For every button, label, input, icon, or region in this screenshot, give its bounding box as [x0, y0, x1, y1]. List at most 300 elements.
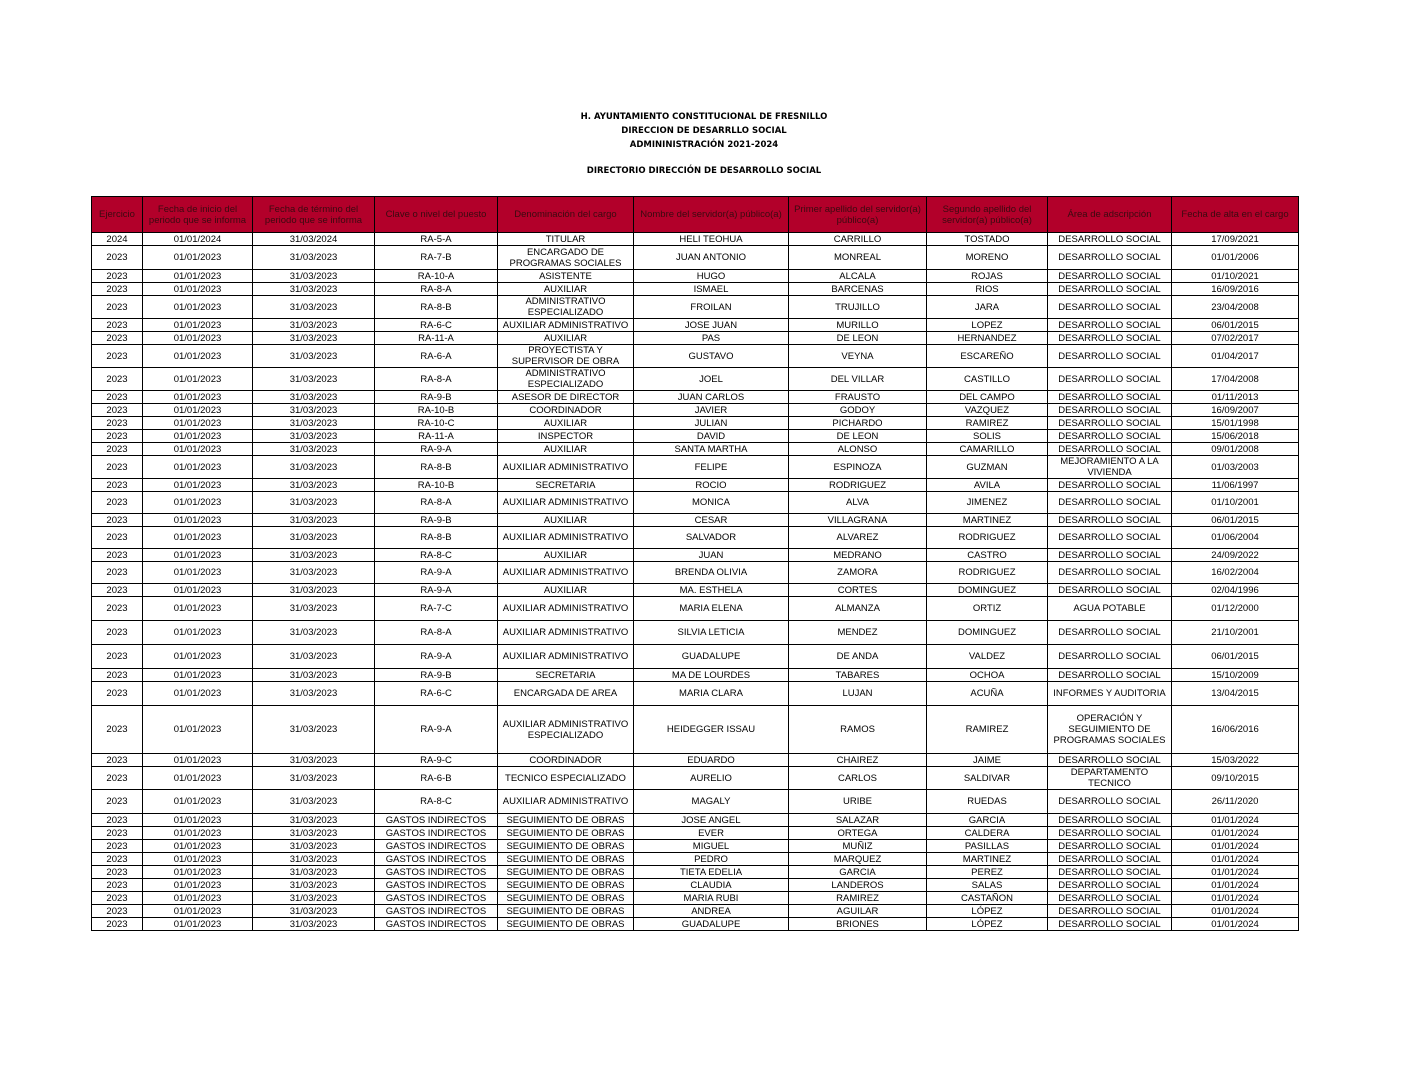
cell-cargo: AUXILIAR ADMINISTRATIVO: [498, 492, 634, 514]
cell-primer-apellido: MUÑIZ: [789, 840, 927, 853]
cell-fecha-inicio: 01/01/2023: [143, 345, 253, 368]
cell-fecha-inicio: 01/01/2023: [143, 527, 253, 549]
cell-cargo: SECRETARIA: [498, 479, 634, 492]
cell-fecha-termino: 31/03/2023: [253, 417, 375, 430]
cell-fecha-alta: 06/01/2015: [1172, 319, 1299, 332]
cell-fecha-termino: 31/03/2023: [253, 345, 375, 368]
cell-cargo: SEGUIMIENTO DE OBRAS: [498, 879, 634, 892]
cell-area-adscripcion: DESARROLLO SOCIAL: [1048, 549, 1172, 562]
cell-area-adscripcion: DESARROLLO SOCIAL: [1048, 754, 1172, 767]
cell-segundo-apellido: HERNANDEZ: [927, 332, 1048, 345]
cell-fecha-inicio: 01/01/2023: [143, 562, 253, 584]
cell-fecha-termino: 31/03/2023: [253, 682, 375, 706]
cell-fecha-alta: 17/09/2021: [1172, 233, 1299, 246]
cell-area-adscripcion: DESARROLLO SOCIAL: [1048, 332, 1172, 345]
cell-primer-apellido: RODRIGUEZ: [789, 479, 927, 492]
cell-ejercicio: 2023: [92, 754, 143, 767]
cell-primer-apellido: VILLAGRANA: [789, 514, 927, 527]
cell-area-adscripcion: DESARROLLO SOCIAL: [1048, 443, 1172, 456]
cell-fecha-inicio: 01/01/2023: [143, 879, 253, 892]
cell-clave-puesto: RA-10-A: [375, 270, 498, 283]
cell-ejercicio: 2023: [92, 417, 143, 430]
cell-fecha-termino: 31/03/2023: [253, 368, 375, 391]
cell-area-adscripcion: INFORMES Y AUDITORIA: [1048, 682, 1172, 706]
cell-segundo-apellido: JAIME: [927, 754, 1048, 767]
cell-nombre: MARIA ELENA: [634, 597, 789, 621]
cell-segundo-apellido: JARA: [927, 296, 1048, 319]
cell-ejercicio: 2023: [92, 767, 143, 790]
cell-area-adscripcion: DESARROLLO SOCIAL: [1048, 669, 1172, 682]
cell-fecha-termino: 31/03/2023: [253, 853, 375, 866]
cell-fecha-alta: 26/11/2020: [1172, 790, 1299, 814]
cell-fecha-inicio: 01/01/2023: [143, 492, 253, 514]
table-row: [92, 840, 1299, 853]
cell-primer-apellido: VEYNA: [789, 345, 927, 368]
cell-fecha-inicio: 01/01/2023: [143, 682, 253, 706]
cell-ejercicio: 2023: [92, 492, 143, 514]
cell-primer-apellido: ZAMORA: [789, 562, 927, 584]
cell-fecha-termino: 31/03/2023: [253, 790, 375, 814]
cell-primer-apellido: ALCALA: [789, 270, 927, 283]
cell-segundo-apellido: LOPEZ: [927, 319, 1048, 332]
cell-clave-puesto: RA-9-A: [375, 443, 498, 456]
cell-fecha-termino: 31/03/2023: [253, 905, 375, 918]
cell-ejercicio: 2023: [92, 879, 143, 892]
cell-nombre: FELIPE: [634, 456, 789, 479]
cell-fecha-termino: 31/03/2023: [253, 332, 375, 345]
cell-fecha-alta: 01/01/2024: [1172, 892, 1299, 905]
cell-segundo-apellido: SOLIS: [927, 430, 1048, 443]
cell-clave-puesto: RA-9-A: [375, 562, 498, 584]
cell-clave-puesto: RA-8-C: [375, 790, 498, 814]
cell-fecha-inicio: 01/01/2023: [143, 754, 253, 767]
table-row: [92, 443, 1299, 456]
cell-nombre: MARIA RUBI: [634, 892, 789, 905]
cell-nombre: GUADALUPE: [634, 918, 789, 931]
cell-cargo: SEGUIMIENTO DE OBRAS: [498, 918, 634, 931]
cell-nombre: DAVID: [634, 430, 789, 443]
cell-nombre: HELI TEOHUA: [634, 233, 789, 246]
cell-segundo-apellido: SALAS: [927, 879, 1048, 892]
cell-fecha-alta: 17/04/2008: [1172, 368, 1299, 391]
document-header: [0, 110, 1408, 178]
cell-area-adscripcion: DESARROLLO SOCIAL: [1048, 905, 1172, 918]
table-row: [92, 918, 1299, 931]
cell-ejercicio: 2023: [92, 391, 143, 404]
cell-fecha-inicio: 01/01/2023: [143, 479, 253, 492]
cell-clave-puesto: GASTOS INDIRECTOS: [375, 866, 498, 879]
cell-cargo: AUXILIAR ADMINISTRATIVO: [498, 790, 634, 814]
cell-fecha-termino: 31/03/2023: [253, 404, 375, 417]
cell-clave-puesto: GASTOS INDIRECTOS: [375, 892, 498, 905]
cell-nombre: PAS: [634, 332, 789, 345]
cell-cargo: AUXILIAR ADMINISTRATIVO: [498, 597, 634, 621]
cell-cargo: TECNICO ESPECIALIZADO: [498, 767, 634, 790]
cell-nombre: GUADALUPE: [634, 645, 789, 669]
cell-clave-puesto: GASTOS INDIRECTOS: [375, 814, 498, 827]
column-header-area-adscripcion: Área de adscripción: [1048, 197, 1172, 233]
cell-cargo: ADMINISTRATIVO ESPECIALIZADO: [498, 296, 634, 319]
cell-cargo: INSPECTOR: [498, 430, 634, 443]
table-row: [92, 404, 1299, 417]
cell-nombre: ROCIO: [634, 479, 789, 492]
cell-cargo: ASESOR DE DIRECTOR: [498, 391, 634, 404]
cell-fecha-termino: 31/03/2023: [253, 892, 375, 905]
cell-clave-puesto: RA-8-A: [375, 621, 498, 645]
cell-fecha-alta: 02/04/1996: [1172, 584, 1299, 597]
cell-fecha-alta: 01/06/2004: [1172, 527, 1299, 549]
cell-fecha-termino: 31/03/2023: [253, 479, 375, 492]
cell-nombre: JULIAN: [634, 417, 789, 430]
cell-ejercicio: 2023: [92, 597, 143, 621]
cell-clave-puesto: RA-9-B: [375, 514, 498, 527]
cell-clave-puesto: GASTOS INDIRECTOS: [375, 840, 498, 853]
cell-fecha-inicio: 01/01/2023: [143, 918, 253, 931]
cell-cargo: AUXILIAR: [498, 514, 634, 527]
cell-fecha-termino: 31/03/2023: [253, 514, 375, 527]
cell-segundo-apellido: MARTINEZ: [927, 853, 1048, 866]
table-row: [92, 417, 1299, 430]
cell-area-adscripcion: MEJORAMIENTO A LA VIVIENDA: [1048, 456, 1172, 479]
table-header-row: [92, 197, 1299, 233]
cell-fecha-alta: 01/01/2024: [1172, 905, 1299, 918]
cell-fecha-alta: 01/01/2024: [1172, 827, 1299, 840]
cell-nombre: SILVIA LETICIA: [634, 621, 789, 645]
cell-fecha-alta: 01/03/2003: [1172, 456, 1299, 479]
cell-cargo: AUXILIAR: [498, 332, 634, 345]
table-row: [92, 270, 1299, 283]
cell-cargo: SEGUIMIENTO DE OBRAS: [498, 892, 634, 905]
cell-ejercicio: 2023: [92, 332, 143, 345]
table-row: [92, 866, 1299, 879]
cell-ejercicio: 2023: [92, 319, 143, 332]
cell-fecha-termino: 31/03/2023: [253, 391, 375, 404]
cell-fecha-alta: 01/01/2024: [1172, 853, 1299, 866]
cell-fecha-alta: 01/04/2017: [1172, 345, 1299, 368]
cell-fecha-inicio: 01/01/2023: [143, 417, 253, 430]
cell-fecha-alta: 16/09/2016: [1172, 283, 1299, 296]
cell-fecha-alta: 15/01/1998: [1172, 417, 1299, 430]
cell-nombre: AURELIO: [634, 767, 789, 790]
cell-nombre: SALVADOR: [634, 527, 789, 549]
cell-cargo: AUXILIAR: [498, 584, 634, 597]
cell-fecha-inicio: 01/01/2023: [143, 391, 253, 404]
cell-clave-puesto: GASTOS INDIRECTOS: [375, 918, 498, 931]
cell-cargo: AUXILIAR: [498, 443, 634, 456]
table-row: [92, 345, 1299, 368]
cell-ejercicio: 2023: [92, 246, 143, 270]
cell-primer-apellido: DEL VILLAR: [789, 368, 927, 391]
cell-fecha-alta: 15/10/2009: [1172, 669, 1299, 682]
cell-segundo-apellido: SALDIVAR: [927, 767, 1048, 790]
table-row: [92, 669, 1299, 682]
table-body: [92, 233, 1299, 931]
cell-nombre: HEIDEGGER ISSAU: [634, 706, 789, 754]
cell-fecha-inicio: 01/01/2023: [143, 404, 253, 417]
cell-fecha-termino: 31/03/2023: [253, 597, 375, 621]
cell-segundo-apellido: RIOS: [927, 283, 1048, 296]
cell-fecha-inicio: 01/01/2023: [143, 283, 253, 296]
cell-primer-apellido: TABARES: [789, 669, 927, 682]
cell-primer-apellido: ESPINOZA: [789, 456, 927, 479]
cell-area-adscripcion: DESARROLLO SOCIAL: [1048, 391, 1172, 404]
cell-ejercicio: 2023: [92, 404, 143, 417]
cell-nombre: PEDRO: [634, 853, 789, 866]
cell-primer-apellido: GODOY: [789, 404, 927, 417]
cell-fecha-alta: 15/06/2018: [1172, 430, 1299, 443]
cell-fecha-alta: 16/06/2016: [1172, 706, 1299, 754]
cell-area-adscripcion: DESARROLLO SOCIAL: [1048, 319, 1172, 332]
cell-nombre: MA DE LOURDES: [634, 669, 789, 682]
cell-area-adscripcion: DEPARTAMENTO TECNICO: [1048, 767, 1172, 790]
cell-nombre: JUAN CARLOS: [634, 391, 789, 404]
cell-nombre: MA. ESTHELA: [634, 584, 789, 597]
cell-cargo: SECRETARIA: [498, 669, 634, 682]
cell-ejercicio: 2023: [92, 527, 143, 549]
cell-clave-puesto: RA-8-B: [375, 456, 498, 479]
cell-cargo: AUXILIAR ADMINISTRATIVO: [498, 562, 634, 584]
cell-area-adscripcion: DESARROLLO SOCIAL: [1048, 790, 1172, 814]
cell-segundo-apellido: CASTRO: [927, 549, 1048, 562]
cell-segundo-apellido: VALDEZ: [927, 645, 1048, 669]
cell-cargo: SEGUIMIENTO DE OBRAS: [498, 840, 634, 853]
cell-nombre: GUSTAVO: [634, 345, 789, 368]
cell-area-adscripcion: DESARROLLO SOCIAL: [1048, 584, 1172, 597]
cell-clave-puesto: RA-10-C: [375, 417, 498, 430]
cell-ejercicio: 2023: [92, 479, 143, 492]
table-row: [92, 706, 1299, 754]
table-row: [92, 456, 1299, 479]
cell-segundo-apellido: ROJAS: [927, 270, 1048, 283]
cell-fecha-alta: 23/04/2008: [1172, 296, 1299, 319]
cell-fecha-inicio: 01/01/2023: [143, 597, 253, 621]
cell-clave-puesto: RA-7-B: [375, 246, 498, 270]
column-header-cargo: Denominación del cargo: [498, 197, 634, 233]
cell-fecha-alta: 24/09/2022: [1172, 549, 1299, 562]
cell-area-adscripcion: OPERACIÓN Y SEGUIMIENTO DE PROGRAMAS SOCIALES: [1048, 706, 1172, 754]
cell-fecha-termino: 31/03/2023: [253, 296, 375, 319]
cell-area-adscripcion: DESARROLLO SOCIAL: [1048, 246, 1172, 270]
cell-primer-apellido: ALMANZA: [789, 597, 927, 621]
cell-clave-puesto: RA-8-A: [375, 283, 498, 296]
cell-fecha-termino: 31/03/2023: [253, 669, 375, 682]
cell-fecha-alta: 01/01/2006: [1172, 246, 1299, 270]
cell-cargo: AUXILIAR ADMINISTRATIVO: [498, 456, 634, 479]
cell-clave-puesto: RA-8-B: [375, 527, 498, 549]
cell-cargo: AUXILIAR: [498, 417, 634, 430]
column-header-clave-puesto: Clave o nivel del puesto: [375, 197, 498, 233]
cell-primer-apellido: FRAUSTO: [789, 391, 927, 404]
cell-fecha-alta: 06/01/2015: [1172, 645, 1299, 669]
cell-area-adscripcion: DESARROLLO SOCIAL: [1048, 879, 1172, 892]
cell-cargo: SEGUIMIENTO DE OBRAS: [498, 814, 634, 827]
cell-nombre: FROILAN: [634, 296, 789, 319]
cell-fecha-alta: 01/01/2024: [1172, 814, 1299, 827]
table-row: [92, 332, 1299, 345]
cell-fecha-inicio: 01/01/2023: [143, 767, 253, 790]
cell-primer-apellido: DE ANDA: [789, 645, 927, 669]
cell-cargo: AUXILIAR ADMINISTRATIVO: [498, 527, 634, 549]
cell-area-adscripcion: DESARROLLO SOCIAL: [1048, 345, 1172, 368]
cell-ejercicio: 2023: [92, 918, 143, 931]
cell-primer-apellido: MONREAL: [789, 246, 927, 270]
cell-clave-puesto: RA-6-C: [375, 682, 498, 706]
cell-fecha-termino: 31/03/2023: [253, 866, 375, 879]
cell-fecha-alta: 01/10/2021: [1172, 270, 1299, 283]
cell-fecha-termino: 31/03/2023: [253, 918, 375, 931]
cell-ejercicio: 2024: [92, 233, 143, 246]
cell-fecha-inicio: 01/01/2023: [143, 584, 253, 597]
cell-clave-puesto: RA-6-A: [375, 345, 498, 368]
cell-fecha-termino: 31/03/2023: [253, 584, 375, 597]
cell-nombre: JUAN ANTONIO: [634, 246, 789, 270]
cell-ejercicio: 2023: [92, 866, 143, 879]
cell-clave-puesto: RA-9-B: [375, 391, 498, 404]
table-row: [92, 492, 1299, 514]
cell-segundo-apellido: CASTILLO: [927, 368, 1048, 391]
cell-fecha-termino: 31/03/2023: [253, 827, 375, 840]
cell-fecha-inicio: 01/01/2023: [143, 790, 253, 814]
table-row: [92, 621, 1299, 645]
cell-primer-apellido: MEDRANO: [789, 549, 927, 562]
cell-cargo: COORDINADOR: [498, 754, 634, 767]
cell-fecha-termino: 31/03/2023: [253, 840, 375, 853]
cell-area-adscripcion: DESARROLLO SOCIAL: [1048, 430, 1172, 443]
cell-fecha-termino: 31/03/2023: [253, 767, 375, 790]
column-header-primer-apellido: Primer apellido del servidor(a) público(a): [789, 197, 927, 233]
directory-table: [91, 196, 1299, 931]
header-line-4: DIRECTORIO DIRECCIÓN DE DESARROLLO SOCIAL: [586, 166, 822, 176]
cell-cargo: ADMINISTRATIVO ESPECIALIZADO: [498, 368, 634, 391]
cell-nombre: HUGO: [634, 270, 789, 283]
cell-fecha-alta: 16/09/2007: [1172, 404, 1299, 417]
cell-primer-apellido: MENDEZ: [789, 621, 927, 645]
cell-segundo-apellido: OCHOA: [927, 669, 1048, 682]
cell-nombre: EDUARDO: [634, 754, 789, 767]
table-row: [92, 767, 1299, 790]
cell-area-adscripcion: DESARROLLO SOCIAL: [1048, 840, 1172, 853]
cell-fecha-alta: 06/01/2015: [1172, 514, 1299, 527]
cell-fecha-inicio: 01/01/2023: [143, 443, 253, 456]
cell-clave-puesto: RA-10-B: [375, 404, 498, 417]
cell-area-adscripcion: DESARROLLO SOCIAL: [1048, 621, 1172, 645]
cell-nombre: ANDREA: [634, 905, 789, 918]
cell-primer-apellido: ALONSO: [789, 443, 927, 456]
column-header-ejercicio: Ejercicio: [92, 197, 143, 233]
cell-ejercicio: 2023: [92, 584, 143, 597]
cell-area-adscripcion: DESARROLLO SOCIAL: [1048, 827, 1172, 840]
cell-nombre: JOSE JUAN: [634, 319, 789, 332]
table-row: [92, 814, 1299, 827]
cell-clave-puesto: RA-6-B: [375, 767, 498, 790]
cell-segundo-apellido: GUZMAN: [927, 456, 1048, 479]
cell-segundo-apellido: ORTIZ: [927, 597, 1048, 621]
directory-table-container: [91, 196, 1298, 931]
cell-nombre: JAVIER: [634, 404, 789, 417]
cell-nombre: MAGALY: [634, 790, 789, 814]
cell-ejercicio: 2023: [92, 682, 143, 706]
cell-primer-apellido: AGUILAR: [789, 905, 927, 918]
cell-area-adscripcion: DESARROLLO SOCIAL: [1048, 562, 1172, 584]
cell-fecha-inicio: 01/01/2023: [143, 853, 253, 866]
column-header-fecha-termino: Fecha de término del periodo que se informa: [253, 197, 375, 233]
cell-ejercicio: 2023: [92, 296, 143, 319]
cell-fecha-inicio: 01/01/2024: [143, 233, 253, 246]
table-row: [92, 584, 1299, 597]
table-row: [92, 479, 1299, 492]
cell-nombre: JOEL: [634, 368, 789, 391]
cell-cargo: ASISTENTE: [498, 270, 634, 283]
cell-segundo-apellido: TOSTADO: [927, 233, 1048, 246]
cell-clave-puesto: RA-9-B: [375, 669, 498, 682]
cell-fecha-alta: 09/01/2008: [1172, 443, 1299, 456]
cell-clave-puesto: RA-9-C: [375, 754, 498, 767]
cell-ejercicio: 2023: [92, 892, 143, 905]
cell-nombre: MIGUEL: [634, 840, 789, 853]
cell-nombre: JOSE ANGEL: [634, 814, 789, 827]
cell-area-adscripcion: DESARROLLO SOCIAL: [1048, 814, 1172, 827]
cell-fecha-alta: 09/10/2015: [1172, 767, 1299, 790]
cell-fecha-alta: 01/10/2001: [1172, 492, 1299, 514]
cell-area-adscripcion: DESARROLLO SOCIAL: [1048, 527, 1172, 549]
table-row: [92, 283, 1299, 296]
cell-clave-puesto: RA-8-A: [375, 368, 498, 391]
cell-segundo-apellido: VAZQUEZ: [927, 404, 1048, 417]
cell-area-adscripcion: DESARROLLO SOCIAL: [1048, 296, 1172, 319]
cell-area-adscripcion: DESARROLLO SOCIAL: [1048, 283, 1172, 296]
cell-ejercicio: 2023: [92, 621, 143, 645]
cell-area-adscripcion: DESARROLLO SOCIAL: [1048, 492, 1172, 514]
cell-clave-puesto: GASTOS INDIRECTOS: [375, 879, 498, 892]
cell-fecha-inicio: 01/01/2023: [143, 270, 253, 283]
cell-fecha-termino: 31/03/2023: [253, 706, 375, 754]
cell-primer-apellido: BARCENAS: [789, 283, 927, 296]
cell-ejercicio: 2023: [92, 283, 143, 296]
cell-cargo: ENCARGADA DE AREA: [498, 682, 634, 706]
cell-segundo-apellido: MORENO: [927, 246, 1048, 270]
table-row: [92, 368, 1299, 391]
cell-area-adscripcion: DESARROLLO SOCIAL: [1048, 514, 1172, 527]
cell-fecha-termino: 31/03/2023: [253, 443, 375, 456]
cell-cargo: SEGUIMIENTO DE OBRAS: [498, 905, 634, 918]
cell-fecha-inicio: 01/01/2023: [143, 514, 253, 527]
cell-segundo-apellido: RODRIGUEZ: [927, 562, 1048, 584]
cell-nombre: JUAN: [634, 549, 789, 562]
column-header-fecha-alta: Fecha de alta en el cargo: [1172, 197, 1299, 233]
cell-clave-puesto: GASTOS INDIRECTOS: [375, 905, 498, 918]
table-row: [92, 527, 1299, 549]
cell-primer-apellido: LANDEROS: [789, 879, 927, 892]
cell-fecha-termino: 31/03/2023: [253, 645, 375, 669]
cell-cargo: PROYECTISTA Y SUPERVISOR DE OBRA: [498, 345, 634, 368]
cell-fecha-termino: 31/03/2023: [253, 246, 375, 270]
table-row: [92, 319, 1299, 332]
header-line-3: ADMININISTRACIÓN 2021-2024: [629, 140, 779, 150]
cell-area-adscripcion: DESARROLLO SOCIAL: [1048, 918, 1172, 931]
cell-ejercicio: 2023: [92, 790, 143, 814]
table-row: [92, 645, 1299, 669]
cell-primer-apellido: DE LEON: [789, 332, 927, 345]
cell-clave-puesto: RA-8-A: [375, 492, 498, 514]
cell-primer-apellido: SALAZAR: [789, 814, 927, 827]
cell-fecha-alta: 07/02/2017: [1172, 332, 1299, 345]
cell-ejercicio: 2023: [92, 814, 143, 827]
cell-fecha-alta: 13/04/2015: [1172, 682, 1299, 706]
cell-ejercicio: 2023: [92, 443, 143, 456]
cell-cargo: AUXILIAR: [498, 549, 634, 562]
cell-cargo: AUXILIAR ADMINISTRATIVO: [498, 319, 634, 332]
cell-fecha-inicio: 01/01/2023: [143, 621, 253, 645]
